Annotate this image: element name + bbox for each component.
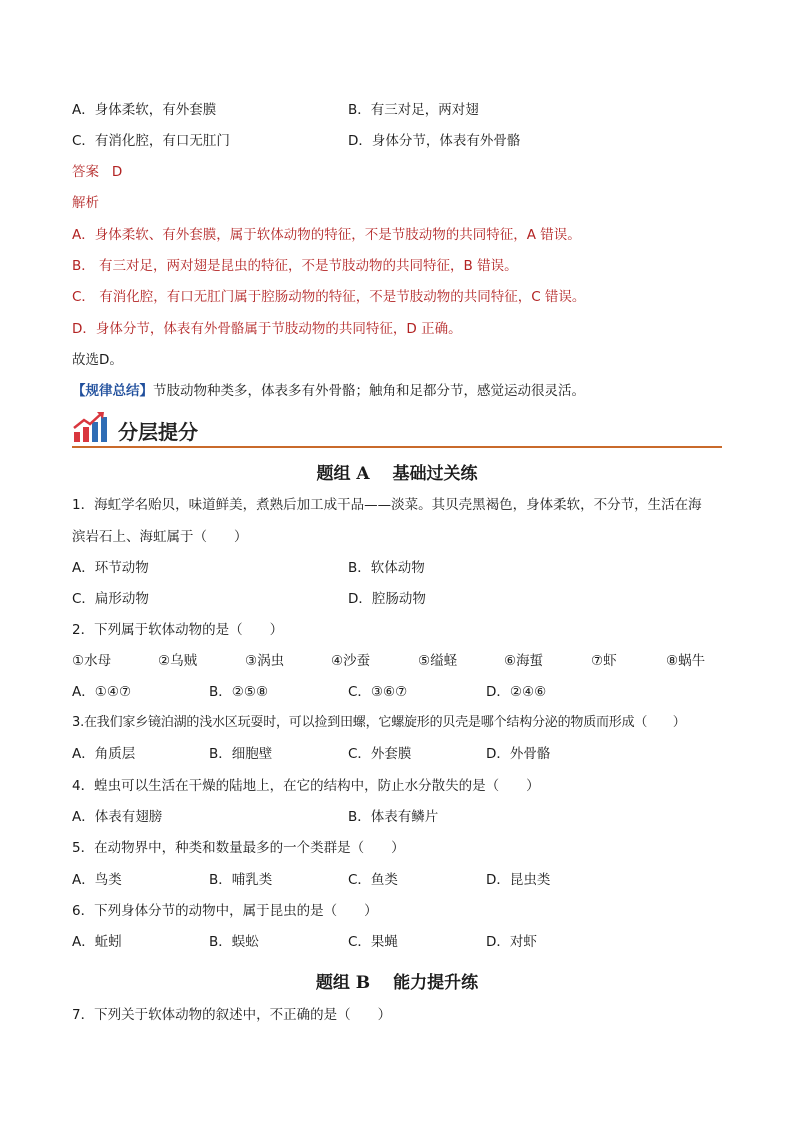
q1-line2: 滨岩石上、海虹属于（ ） bbox=[72, 529, 248, 545]
q2-items-row bbox=[72, 652, 732, 670]
q2-option-d: D．②④⑥ bbox=[486, 684, 547, 700]
q6-option-b: B．蜈蚣 bbox=[209, 934, 259, 950]
group-a-title: 题组 A 基础过关练 bbox=[316, 464, 478, 484]
q3-stem: 3.在我们家乡镜泊湖的浅水区玩耍时，可以捡到田螺，它螺旋形的贝壳是哪个结构分泌的物质而形成（ ） bbox=[72, 715, 686, 730]
q2-item: ⑧蜗牛 bbox=[666, 653, 706, 669]
analysis-line-a: A．身体柔软、有外套膜，属于软体动物的特征，不是节肢动物的共同特征，A 错误。 bbox=[72, 227, 581, 243]
q1-options-row-1 bbox=[72, 559, 732, 577]
q2-item: ⑦虾 bbox=[591, 653, 617, 669]
conclusion: 故选D。 bbox=[72, 352, 123, 368]
q5-stem: 5．在动物界中，种类和数量最多的一个类群是（ ） bbox=[72, 840, 405, 856]
q6-option-d: D．对虾 bbox=[486, 934, 537, 950]
group-b-title: 题组 B 能力提升练 bbox=[315, 973, 479, 993]
q7-stem: 7．下列关于软体动物的叙述中，不正确的是（ ） bbox=[72, 1007, 392, 1023]
q5-option-a: A．鸟类 bbox=[72, 872, 122, 888]
q4-stem: 4．蝗虫可以生活在干燥的陆地上，在它的结构中，防止水分散失的是（ ） bbox=[72, 778, 540, 794]
q2-option-b: B．②⑤⑧ bbox=[209, 684, 269, 700]
section-title: 分层提分 bbox=[118, 420, 198, 444]
analysis-line-c: C． 有消化腔，有口无肛门属于腔肠动物的特征，不是节肢动物的共同特征，C 错误。 bbox=[72, 289, 586, 305]
q4-option-b: B．体表有鳞片 bbox=[348, 809, 439, 825]
analysis-line-d: D．身体分节，体表有外骨骼属于节肢动物的共同特征，D 正确。 bbox=[72, 321, 462, 337]
option-b: B．有三对足，两对翅 bbox=[348, 102, 479, 118]
q3-option-b: B．细胞壁 bbox=[209, 746, 273, 762]
q3-option-a: A．角质层 bbox=[72, 746, 136, 762]
q2-item: ⑥海蜇 bbox=[504, 653, 544, 669]
option-d: D．身体分节，体表有外骨骼 bbox=[348, 133, 521, 149]
answer-line bbox=[72, 163, 122, 181]
q6-option-c: C．果蝇 bbox=[348, 934, 398, 950]
q1-option-d: D．腔肠动物 bbox=[348, 591, 426, 607]
prev-options-row-1 bbox=[72, 101, 732, 119]
q5-option-d: D．昆虫类 bbox=[486, 872, 551, 888]
q5-option-c: C．鱼类 bbox=[348, 872, 398, 888]
q2-option-a: A．①④⑦ bbox=[72, 684, 132, 700]
q6-option-a: A．蚯蚓 bbox=[72, 934, 122, 950]
option-c: C．有消化腔，有口无肛门 bbox=[72, 133, 230, 149]
q1-options-row-2 bbox=[72, 590, 732, 608]
q1-line1: 1．海虹学名贻贝，味道鲜美，煮熟后加工成干品——淡菜。其贝壳黑褐色，身体柔软，不分节，生活在海 bbox=[72, 497, 702, 513]
q3-option-c: C．外套膜 bbox=[348, 746, 412, 762]
q2-item: ④沙蚕 bbox=[331, 653, 371, 669]
q3-options-row bbox=[72, 745, 732, 763]
q5-option-b: B．哺乳类 bbox=[209, 872, 273, 888]
q1-option-c: C．扁形动物 bbox=[72, 591, 149, 607]
q6-stem: 6．下列身体分节的动物中，属于昆虫的是（ ） bbox=[72, 903, 378, 919]
answer-value: D bbox=[111, 164, 123, 180]
q2-item: ⑤缢蛏 bbox=[418, 653, 458, 669]
q4-option-a: A．体表有翅膀 bbox=[72, 809, 163, 825]
section-header bbox=[72, 408, 722, 448]
q4-options-row bbox=[72, 808, 732, 826]
analysis-line-b: B． 有三对足，两对翅是昆虫的特征，不是节肢动物的共同特征，B 错误。 bbox=[72, 258, 518, 274]
q2-stem: 2．下列属于软体动物的是（ ） bbox=[72, 622, 284, 638]
q2-option-c: C．③⑥⑦ bbox=[348, 684, 408, 700]
summary-text: 节肢动物种类多，体表多有外骨骼；触角和足都分节，感觉运动很灵活。 bbox=[153, 383, 585, 399]
q6-options-row bbox=[72, 933, 732, 951]
q2-item: ①水母 bbox=[72, 653, 112, 669]
q2-item: ③涡虫 bbox=[245, 653, 285, 669]
summary-label: 【规律总结】 bbox=[72, 383, 153, 399]
q1-option-a: A．环节动物 bbox=[72, 560, 149, 576]
q2-item: ②乌贼 bbox=[158, 653, 198, 669]
option-a: A．身体柔软，有外套膜 bbox=[72, 102, 217, 118]
rising-bar-chart-icon bbox=[72, 410, 108, 444]
q5-options-row bbox=[72, 871, 732, 889]
section-divider bbox=[72, 446, 722, 448]
summary-line bbox=[72, 382, 585, 400]
q2-options-row bbox=[72, 683, 732, 701]
q3-option-d: D．外骨骼 bbox=[486, 746, 551, 762]
answer-label: 答案 bbox=[72, 164, 99, 180]
q1-option-b: B．软体动物 bbox=[348, 560, 425, 576]
analysis-label: 解析 bbox=[72, 195, 99, 211]
prev-options-row-2 bbox=[72, 132, 732, 150]
